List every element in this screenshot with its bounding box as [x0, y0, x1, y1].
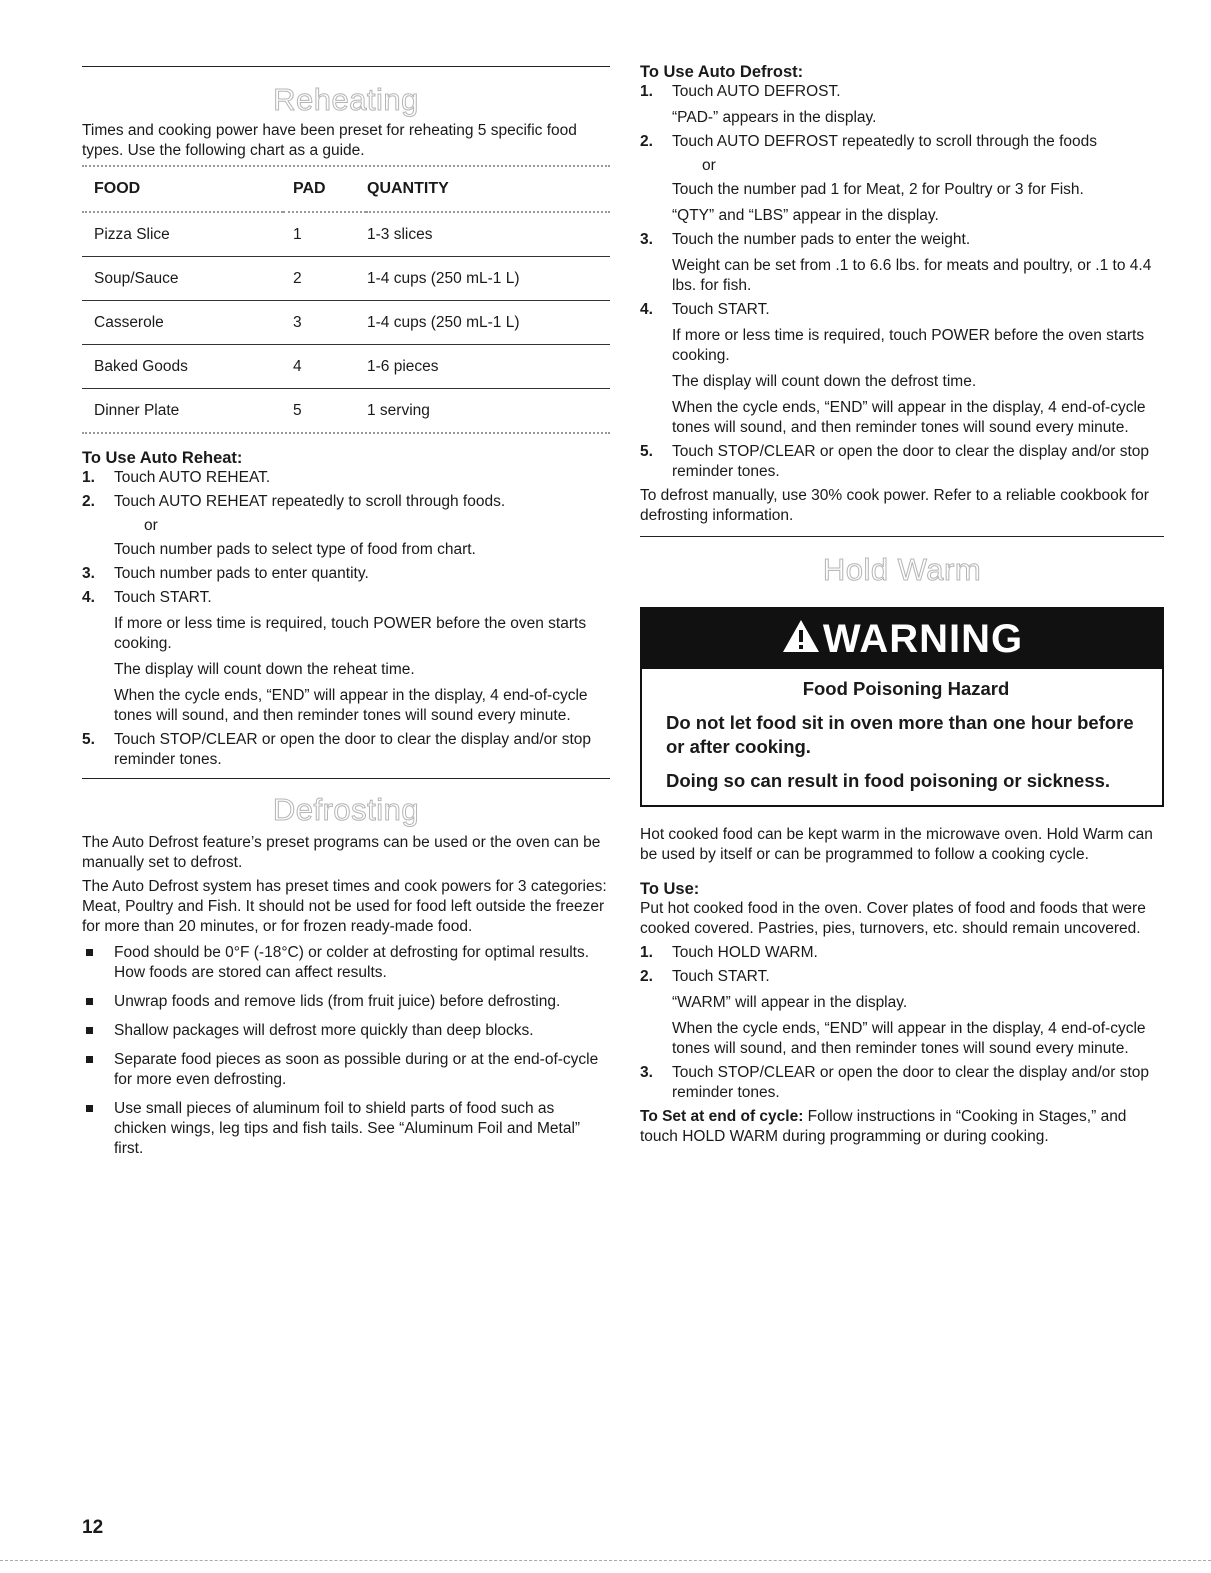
warning-body	[642, 669, 1162, 805]
end-of-cycle-text: Follow instructions in “Cooking in Stages,” and touch HOLD WARM during programming or during cooking.	[640, 1108, 1127, 1145]
step-detail: When the cycle ends, “END” will appear in the display, 4 end-of-cycle tones will sound, and then reminder tones will sound every minute.	[672, 1020, 1146, 1057]
table-bottom-border	[82, 432, 610, 434]
food-cell: Soup/Sauce	[82, 257, 283, 301]
bullet-icon	[86, 998, 93, 1005]
table-row	[82, 301, 610, 345]
hold-warm-steps	[640, 943, 1164, 1103]
pad-cell: 3	[283, 301, 366, 345]
food-cell: Pizza Slice	[82, 212, 283, 257]
defrost-tips	[82, 943, 610, 1159]
reheating-title: Reheating	[273, 82, 419, 117]
pad-cell: 2	[283, 257, 366, 301]
step-text: Touch START.	[114, 589, 212, 606]
defrosting-title: Defrosting	[272, 792, 420, 827]
step-text: Touch number pads to enter quantity.	[114, 565, 369, 582]
bullet-icon	[86, 1056, 93, 1063]
auto-reheat-steps	[82, 468, 610, 770]
list-item	[82, 1050, 610, 1090]
step-number: 2.	[640, 968, 653, 985]
left-column	[82, 0, 610, 1168]
step-number: 4.	[640, 301, 653, 318]
step-text: Touch START.	[672, 301, 770, 318]
list-item	[82, 943, 610, 983]
quantity-cell: 1-6 pieces	[366, 345, 610, 389]
or-text: or	[702, 157, 716, 174]
list-item	[82, 492, 610, 560]
list-item	[82, 588, 610, 726]
list-item	[640, 1063, 1164, 1103]
hazard-title: Food Poisoning Hazard	[802, 678, 1010, 699]
step-text: Touch AUTO DEFROST repeatedly to scroll through the foods	[672, 133, 1098, 150]
auto-reheat-heading: To Use Auto Reheat:	[82, 449, 243, 467]
step-detail: Weight can be set from .1 to 6.6 lbs. for meats and poultry, or .1 to 4.4 lbs. for fish.	[672, 257, 1152, 294]
step-detail: The display will count down the reheat time.	[114, 661, 415, 678]
quantity-cell: 1-4 cups (250 mL-1 L)	[366, 257, 610, 301]
defrosting-system: The Auto Defrost system has preset times and cook powers for 3 categories: Meat, Poultry and Fish. It should not be used for food left outside the freezer for more than 20 minutes, or for frozen ready-made food.	[82, 878, 607, 935]
pad-cell: 5	[293, 401, 302, 419]
tip-text: Use small pieces of aluminum foil to shield parts of food such as chicken wings, leg tips and fish tails. See “Aluminum Foil and Metal” first.	[114, 1100, 581, 1157]
table-row	[82, 345, 610, 389]
auto-defrost-steps	[640, 82, 1164, 482]
step-text: Touch AUTO DEFROST.	[672, 83, 841, 100]
step-detail: “WARM” will appear in the display.	[672, 994, 908, 1011]
list-item	[640, 442, 1164, 482]
warning-triangle-icon	[781, 618, 821, 654]
auto-defrost-heading: To Use Auto Defrost:	[640, 63, 804, 81]
end-of-cycle-note	[640, 1107, 1164, 1147]
section-rule	[640, 536, 1164, 537]
tip-text: Separate food pieces as soon as possible during or at the end-of-cycle for more even defrosting.	[114, 1051, 599, 1088]
bullet-icon	[86, 1105, 93, 1112]
list-item	[640, 967, 1164, 1059]
step-number: 3.	[640, 1064, 653, 1081]
step-detail: Touch number pads to select type of food from chart.	[114, 541, 476, 558]
list-item	[82, 730, 610, 770]
to-use-text: Put hot cooked food in the oven. Cover plates of food and foods that were cooked covered. Pastries, pies, turnovers, etc. should remain uncovered.	[640, 900, 1146, 937]
header-food: FOOD	[94, 180, 141, 197]
step-number: 1.	[82, 469, 95, 486]
quantity-cell: 1-4 cups (250 mL-1 L)	[366, 301, 610, 345]
step-number: 5.	[640, 443, 653, 460]
section-rule	[82, 66, 610, 67]
table-row	[82, 257, 610, 301]
header-quantity: QUANTITY	[367, 180, 449, 197]
step-detail: Touch the number pad 1 for Meat, 2 for Poultry or 3 for Fish.	[672, 181, 1084, 198]
list-item	[640, 230, 1164, 296]
step-detail: “PAD-” appears in the display.	[672, 109, 877, 126]
step-detail: If more or less time is required, touch POWER before the oven starts cooking.	[114, 615, 587, 652]
step-number: 3.	[640, 231, 653, 248]
step-text: Touch START.	[672, 968, 770, 985]
step-detail: When the cycle ends, “END” will appear in the display, 4 end-of-cycle tones will sound, and then reminder tones will sound every minute.	[114, 687, 588, 724]
step-number: 2.	[82, 493, 95, 510]
list-item	[82, 1099, 610, 1159]
section-rule	[82, 778, 610, 779]
step-text: Touch HOLD WARM.	[672, 944, 818, 961]
warning-banner	[642, 609, 1162, 669]
quantity-cell: 1-3 slices	[366, 212, 610, 257]
step-text: Touch STOP/CLEAR or open the door to clear the display and/or stop reminder tones.	[672, 1064, 1150, 1101]
tip-text: Food should be 0°F (-18°C) or colder at defrosting for optimal results. How foods are stored can affect results.	[114, 944, 590, 981]
footer-line	[0, 1560, 1211, 1561]
step-text: Touch the number pads to enter the weight.	[672, 231, 971, 248]
list-item	[640, 132, 1164, 226]
tip-text: Shallow packages will defrost more quickly than deep blocks.	[114, 1022, 534, 1039]
step-number: 3.	[82, 565, 95, 582]
reheating-intro: Times and cooking power have been preset for reheating 5 specific food types. Use the following chart as a guide.	[82, 122, 577, 159]
step-text: Touch AUTO REHEAT.	[114, 469, 271, 486]
food-cell: Casserole	[82, 301, 283, 345]
bullet-icon	[86, 949, 93, 956]
end-of-cycle-label: To Set at end of cycle:	[640, 1108, 804, 1125]
step-number: 4.	[82, 589, 95, 606]
pad-cell: 4	[283, 345, 366, 389]
pad-cell: 1	[283, 212, 366, 257]
quantity-cell: 1 serving	[367, 401, 430, 419]
warning-line: Doing so can result in food poisoning or sickness.	[666, 770, 1111, 791]
step-text: Touch STOP/CLEAR or open the door to clear the display and/or stop reminder tones.	[114, 731, 592, 768]
step-detail: If more or less time is required, touch POWER before the oven starts cooking.	[672, 327, 1145, 364]
list-item	[82, 564, 610, 584]
tip-text: Unwrap foods and remove lids (from fruit juice) before defrosting.	[114, 993, 561, 1010]
step-text: Touch AUTO REHEAT repeatedly to scroll through foods.	[114, 493, 506, 510]
manual-defrost-note: To defrost manually, use 30% cook power. Refer to a reliable cookbook for defrosting information.	[640, 487, 1149, 524]
list-item	[82, 1021, 610, 1041]
step-detail: When the cycle ends, “END” will appear in the display, 4 end-of-cycle tones will sound, and then reminder tones will sound every minute.	[672, 399, 1146, 436]
reheat-chart	[82, 167, 610, 432]
or-text: or	[144, 517, 158, 534]
table-row	[82, 389, 610, 433]
hold-warm-intro: Hot cooked food can be kept warm in the microwave oven. Hold Warm can be used by itself or can be programmed to follow a cooking cycle.	[640, 826, 1153, 863]
warning-box	[640, 607, 1164, 807]
header-pad: PAD	[293, 180, 326, 197]
step-number: 1.	[640, 944, 653, 961]
warning-label: WARNING	[822, 617, 1024, 661]
food-cell: Dinner Plate	[94, 401, 180, 419]
step-detail: “QTY” and “LBS” appear in the display.	[672, 207, 939, 224]
right-column	[640, 0, 1164, 1151]
to-use-heading: To Use:	[640, 880, 700, 898]
step-text: Touch STOP/CLEAR or open the door to clear the display and/or stop reminder tones.	[672, 443, 1150, 480]
step-detail: The display will count down the defrost time.	[672, 373, 977, 390]
list-item	[640, 943, 1164, 963]
step-number: 5.	[82, 731, 95, 748]
step-number: 1.	[640, 83, 653, 100]
defrosting-intro: The Auto Defrost feature’s preset programs can be used or the oven can be manually set to defrost.	[82, 834, 601, 871]
chart-header-row	[82, 167, 610, 212]
hold-warm-title: Hold Warm	[822, 552, 982, 587]
bullet-icon	[86, 1027, 93, 1034]
step-number: 2.	[640, 133, 653, 150]
food-cell: Baked Goods	[82, 345, 283, 389]
list-item	[640, 82, 1164, 128]
list-item	[640, 300, 1164, 438]
page-number: 12	[82, 1517, 104, 1538]
list-item	[82, 468, 610, 488]
table-row	[82, 212, 610, 257]
warning-line: Do not let food sit in oven more than one hour before or after cooking.	[666, 712, 1134, 757]
list-item	[82, 992, 610, 1012]
